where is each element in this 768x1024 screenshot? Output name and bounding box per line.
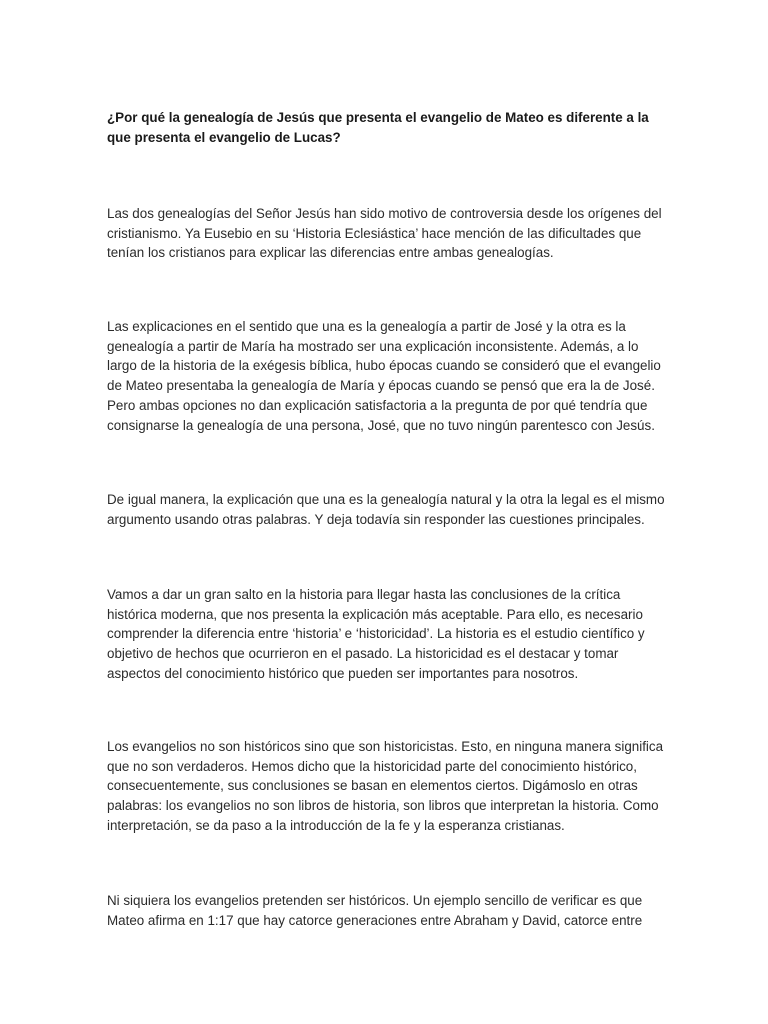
paragraph-3: De igual manera, la explicación que una es la genealogía natural y la otra la legal es el mismo argumento usando otras palabras. Y deja todavía sin responder las cuestiones principales.	[107, 492, 665, 527]
paragraph-6: Ni siquiera los evangelios pretenden ser históricos. Un ejemplo sencillo de verificar es que Mateo afirma en 1:17 que hay catorce generaciones entre Abraham y David, catorce entre	[107, 893, 643, 928]
document-title: ¿Por qué la genealogía de Jesús que presenta el evangelio de Mateo es diferente a la que presenta el evangelio de Lucas?	[107, 110, 649, 145]
document-body	[107, 108, 667, 928]
paragraph-4: Vamos a dar un gran salto en la historia para llegar hasta las conclusiones de la crítica histórica moderna, que nos presenta la explicación más aceptable. Para ello, es necesario comprender la diferencia entre ‘historia’ e ‘historicidad’. La historia es el estudio científico y objetivo de hechos que ocurrieron en el pasado. La historicidad es el destacar y tomar aspectos del conocimiento histórico que pueden ser importantes para nosotros.	[107, 587, 645, 681]
paragraph-1: Las dos genealogías del Señor Jesús han sido motivo de controversia desde los orígenes del cristianismo. Ya Eusebio en su ‘Historia Eclesiástica’ hace mención de las dificultades que tenían los cristianos para explicar las diferencias entre ambas genealogías.	[107, 206, 662, 261]
paragraph-5: Los evangelios no son históricos sino que son historicistas. Esto, en ninguna manera significa que no son verdaderos. Hemos dicho que la historicidad parte del conocimiento histórico, consecuentemente, sus conclusiones se basan en elementos ciertos. Digámoslo en otras palabras: los evangelios no son libros de historia, son libros que interpretan la historia. Como interpretación, se da paso a la introducción de la fe y la esperanza cristianas.	[107, 739, 664, 833]
paragraph-2: Las explicaciones en el sentido que una es la genealogía a partir de José y la otra es la genealogía a partir de María ha mostrado ser una explicación inconsistente. Además, a lo largo de la historia de la exégesis bíblica, hubo épocas cuando se consideró que el evangelio de Mateo presentaba la genealogía de María y épocas cuando se pensó que era la de José. Pero ambas opciones no dan explicación satisfactoria a la pregunta de por qué tendría que consignarse la genealogía de una persona, José, que no tuvo ningún parentesco con Jesús.	[107, 319, 661, 433]
